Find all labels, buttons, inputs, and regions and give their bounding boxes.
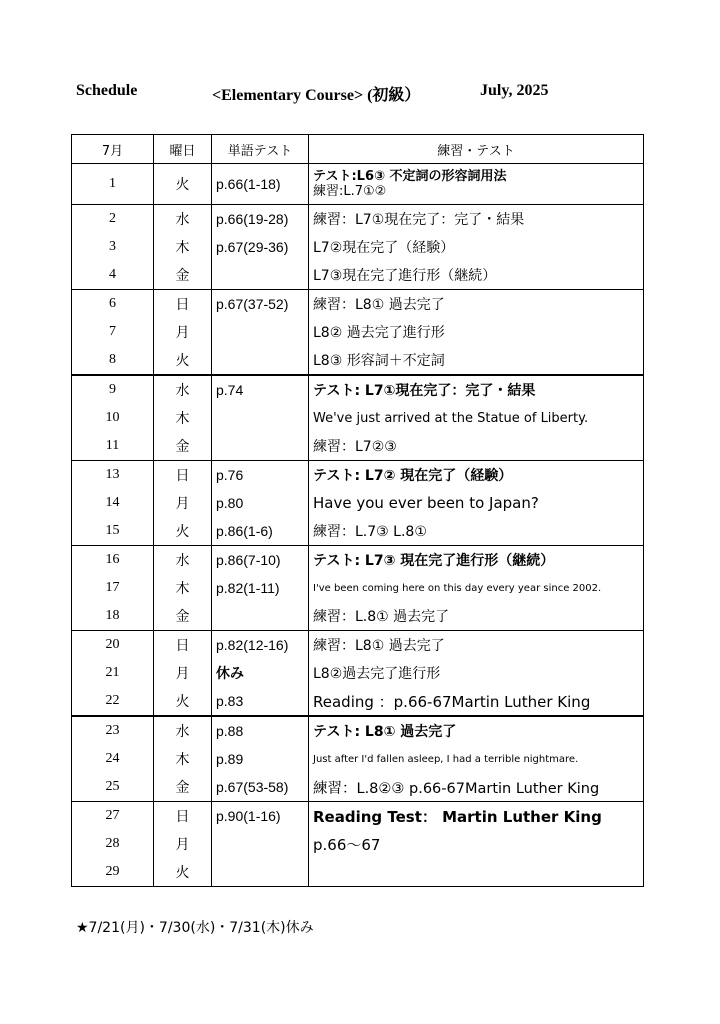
vocab-test-cell: p.67(53-58) (212, 773, 309, 802)
weekday-cell: 金 (154, 261, 212, 290)
date-cell: 17 (72, 574, 154, 602)
weekday-cell: 水 (154, 375, 212, 404)
vocab-test-cell (212, 261, 309, 290)
date-cell: 14 (72, 489, 154, 517)
weekday-cell: 月 (154, 318, 212, 346)
vocab-test-cell (212, 346, 309, 375)
date-cell: 10 (72, 404, 154, 432)
vocab-test-cell (212, 404, 309, 432)
vocab-test-cell: p.82(1-11) (212, 574, 309, 602)
table-row (72, 432, 644, 461)
table-row (72, 164, 644, 205)
practice-cell: L8②過去完了進行形 (309, 659, 644, 687)
weekday-cell: 火 (154, 517, 212, 546)
table-row (72, 858, 644, 887)
practice-cell: We've just arrived at the Statue of Liberty. (309, 404, 644, 432)
practice-cell: テスト: L7③ 現在完了進行形（継続） (309, 546, 644, 575)
vocab-test-cell: p.83 (212, 687, 309, 716)
date-cell: 9 (72, 375, 154, 404)
date-cell: 1 (72, 164, 154, 205)
practice-cell: 練習：L.7③ L.8① (309, 517, 644, 546)
practice-cell: Just after I'd fallen asleep, I had a terrible nightmare. (309, 745, 644, 773)
weekday-cell: 水 (154, 205, 212, 234)
column-header-weekday: 曜日 (154, 135, 212, 164)
practice-cell: テスト: L7② 現在完了（経験） (309, 461, 644, 490)
table-row (72, 830, 644, 858)
document-header (0, 82, 720, 106)
vocab-test-cell: p.82(12-16) (212, 631, 309, 660)
practice-cell: 練習：L8① 過去完了 (309, 631, 644, 660)
vocab-test-cell: p.66(1-18) (212, 164, 309, 205)
table-row (72, 602, 644, 631)
date-cell: 21 (72, 659, 154, 687)
table-row (72, 404, 644, 432)
schedule-table (71, 134, 644, 887)
table-row (72, 574, 644, 602)
date-cell: 8 (72, 346, 154, 375)
date-cell: 23 (72, 716, 154, 745)
date-cell: 2 (72, 205, 154, 234)
date-cell: 6 (72, 290, 154, 319)
weekday-cell: 日 (154, 290, 212, 319)
practice-cell: 練習：L7①現在完了：完了・結果 (309, 205, 644, 234)
practice-cell: L7②現在完了（経験） (309, 233, 644, 261)
table-row (72, 659, 644, 687)
table-row (72, 489, 644, 517)
vocab-test-cell (212, 432, 309, 461)
schedule-date: July, 2025 (480, 82, 549, 99)
practice-cell: テスト: L7①現在完了：完了・結果 (309, 375, 644, 404)
weekday-cell: 日 (154, 461, 212, 490)
schedule-title: Schedule (76, 82, 138, 99)
practice-cell: 練習：L.8②③ p.66-67Martin Luther King (309, 773, 644, 802)
table-row (72, 290, 644, 319)
table-header-row (72, 135, 644, 164)
vocab-test-cell: p.76 (212, 461, 309, 490)
weekday-cell: 日 (154, 631, 212, 660)
table-row (72, 233, 644, 261)
weekday-cell: 木 (154, 233, 212, 261)
table-row (72, 631, 644, 660)
date-cell: 25 (72, 773, 154, 802)
date-cell: 4 (72, 261, 154, 290)
date-cell: 7 (72, 318, 154, 346)
date-cell: 22 (72, 687, 154, 716)
vocab-test-cell: p.86(7-10) (212, 546, 309, 575)
date-cell: 28 (72, 830, 154, 858)
vocab-test-cell: p.80 (212, 489, 309, 517)
table-row (72, 546, 644, 575)
vocab-test-cell (212, 830, 309, 858)
table-row (72, 716, 644, 745)
table-row (72, 375, 644, 404)
practice-test-line: テスト:L6③ 不定詞の形容詞用法 (313, 169, 507, 184)
practice-cell: L7③現在完了進行形（継続） (309, 261, 644, 290)
vocab-test-cell (212, 602, 309, 631)
practice-cell (309, 164, 644, 205)
weekday-cell: 金 (154, 773, 212, 802)
vocab-test-cell: p.66(19-28) (212, 205, 309, 234)
course-name: <Elementary Course> (初級） (212, 87, 421, 104)
practice-cell: Reading Test： Martin Luther King (309, 802, 644, 831)
vocab-test-cell: p.90(1-16) (212, 802, 309, 831)
table-row (72, 802, 644, 831)
weekday-cell: 水 (154, 716, 212, 745)
weekday-cell: 火 (154, 346, 212, 375)
date-cell: 29 (72, 858, 154, 887)
vocab-test-cell: p.88 (212, 716, 309, 745)
practice-cell: 練習：L8① 過去完了 (309, 290, 644, 319)
practice-cell: Reading ：p.66-67Martin Luther King (309, 687, 644, 716)
practice-cell: 練習：L7②③ (309, 432, 644, 461)
date-cell: 3 (72, 233, 154, 261)
weekday-cell: 水 (154, 546, 212, 575)
weekday-cell: 日 (154, 802, 212, 831)
date-cell: 15 (72, 517, 154, 546)
table-row (72, 773, 644, 802)
weekday-cell: 火 (154, 687, 212, 716)
practice-cell: p.66〜67 (309, 830, 644, 858)
date-cell: 18 (72, 602, 154, 631)
weekday-cell: 金 (154, 602, 212, 631)
practice-cell: Have you ever been to Japan? (309, 489, 644, 517)
table-row (72, 745, 644, 773)
table-row (72, 318, 644, 346)
vocab-test-cell: p.67(29-36) (212, 233, 309, 261)
table-row (72, 346, 644, 375)
weekday-cell: 火 (154, 858, 212, 887)
practice-cell (309, 858, 644, 887)
weekday-cell: 月 (154, 489, 212, 517)
weekday-cell: 火 (154, 164, 212, 205)
vocab-test-cell: 休み (212, 659, 309, 687)
date-cell: 13 (72, 461, 154, 490)
practice-cell: テスト: L8① 過去完了 (309, 716, 644, 745)
table-row (72, 517, 644, 546)
vocab-test-cell (212, 318, 309, 346)
vocab-test-cell: p.74 (212, 375, 309, 404)
date-cell: 27 (72, 802, 154, 831)
vocab-test-cell: p.86(1-6) (212, 517, 309, 546)
table-row (72, 205, 644, 234)
practice-line: 練習:L.7①② (313, 184, 387, 199)
vocab-test-cell (212, 858, 309, 887)
holiday-footnote: ★7/21(月)・7/30(水)・7/31(木)休み (76, 920, 314, 936)
date-cell: 24 (72, 745, 154, 773)
weekday-cell: 木 (154, 404, 212, 432)
date-cell: 16 (72, 546, 154, 575)
weekday-cell: 木 (154, 745, 212, 773)
weekday-cell: 月 (154, 659, 212, 687)
table-row (72, 687, 644, 716)
weekday-cell: 木 (154, 574, 212, 602)
date-cell: 20 (72, 631, 154, 660)
table-row (72, 461, 644, 490)
vocab-test-cell: p.67(37-52) (212, 290, 309, 319)
practice-cell: L8② 過去完了進行形 (309, 318, 644, 346)
practice-cell: 練習：L.8① 過去完了 (309, 602, 644, 631)
practice-cell: I've been coming here on this day every year since 2002. (309, 574, 644, 602)
column-header-month: 7月 (72, 135, 154, 164)
practice-cell: L8③ 形容詞＋不定詞 (309, 346, 644, 375)
table-row (72, 261, 644, 290)
weekday-cell: 金 (154, 432, 212, 461)
date-cell: 11 (72, 432, 154, 461)
vocab-test-cell: p.89 (212, 745, 309, 773)
weekday-cell: 月 (154, 830, 212, 858)
column-header-practice-test: 練習・テスト (309, 135, 644, 164)
column-header-vocab-test: 単語テスト (212, 135, 309, 164)
